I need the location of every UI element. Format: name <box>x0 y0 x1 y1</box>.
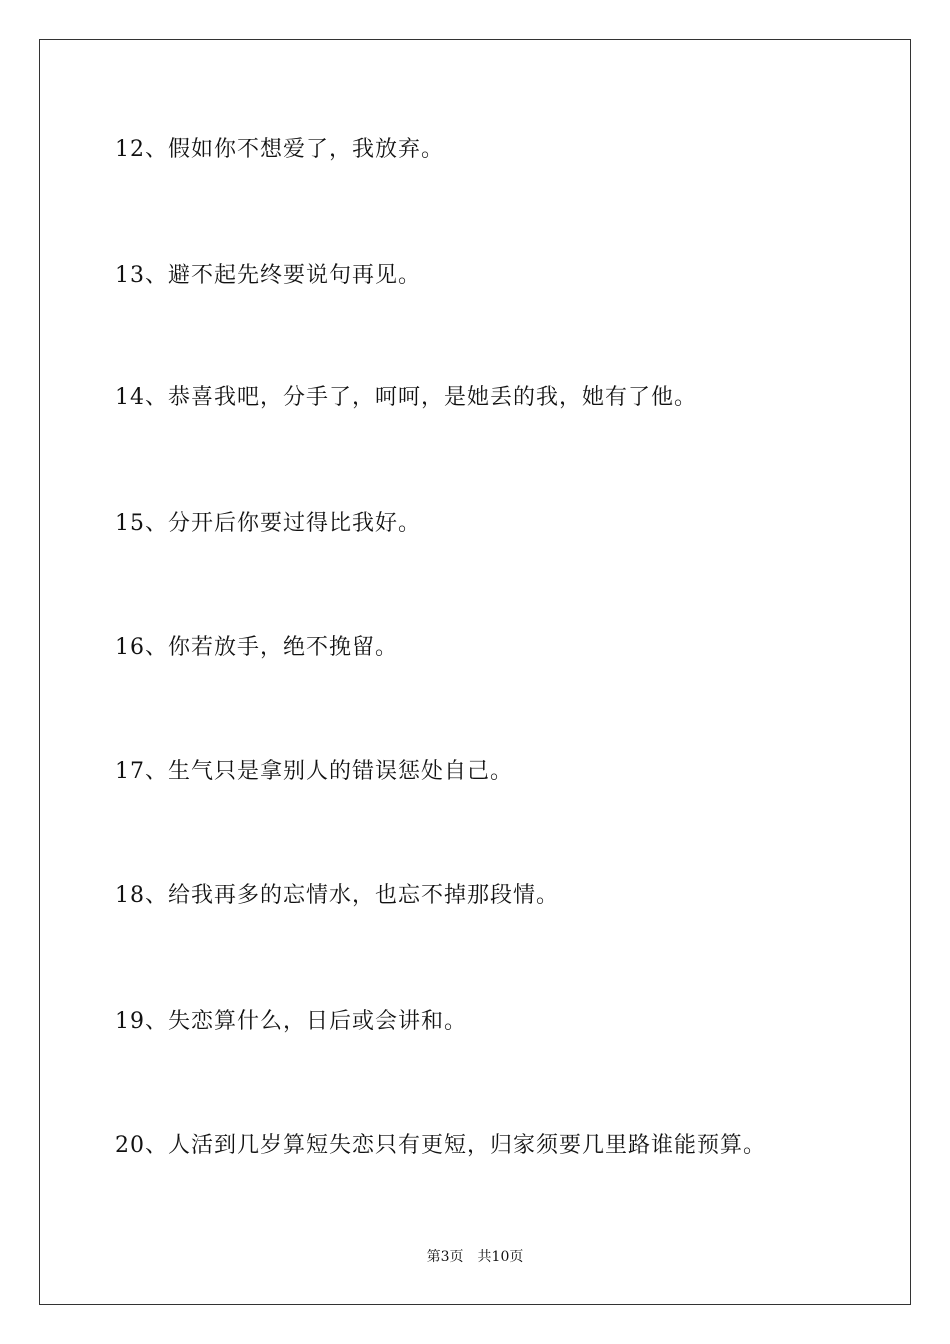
page-number: 第3页 <box>426 1249 464 1265</box>
page-footer <box>0 1248 950 1266</box>
quote-line-16: 16、你若放手，绝不挽留。 <box>115 635 398 660</box>
quote-line-18: 18、给我再多的忘情水，也忘不掉那段情。 <box>115 883 559 908</box>
quote-line-13: 13、避不起先终要说句再见。 <box>115 263 421 288</box>
page-border <box>39 39 911 1305</box>
quote-line-14: 14、恭喜我吧，分手了，呵呵，是她丢的我，她有了他。 <box>115 385 697 410</box>
page-total: 共10页 <box>477 1249 524 1265</box>
quote-line-20: 20、人活到几岁算短失恋只有更短，归家须要几里路谁能预算。 <box>115 1133 766 1158</box>
quote-line-12: 12、假如你不想爱了，我放弃。 <box>115 137 444 162</box>
quote-line-15: 15、分开后你要过得比我好。 <box>115 511 421 536</box>
quote-line-19: 19、失恋算什么，日后或会讲和。 <box>115 1009 467 1034</box>
quote-line-17: 17、生气只是拿别人的错误惩处自己。 <box>115 759 513 784</box>
